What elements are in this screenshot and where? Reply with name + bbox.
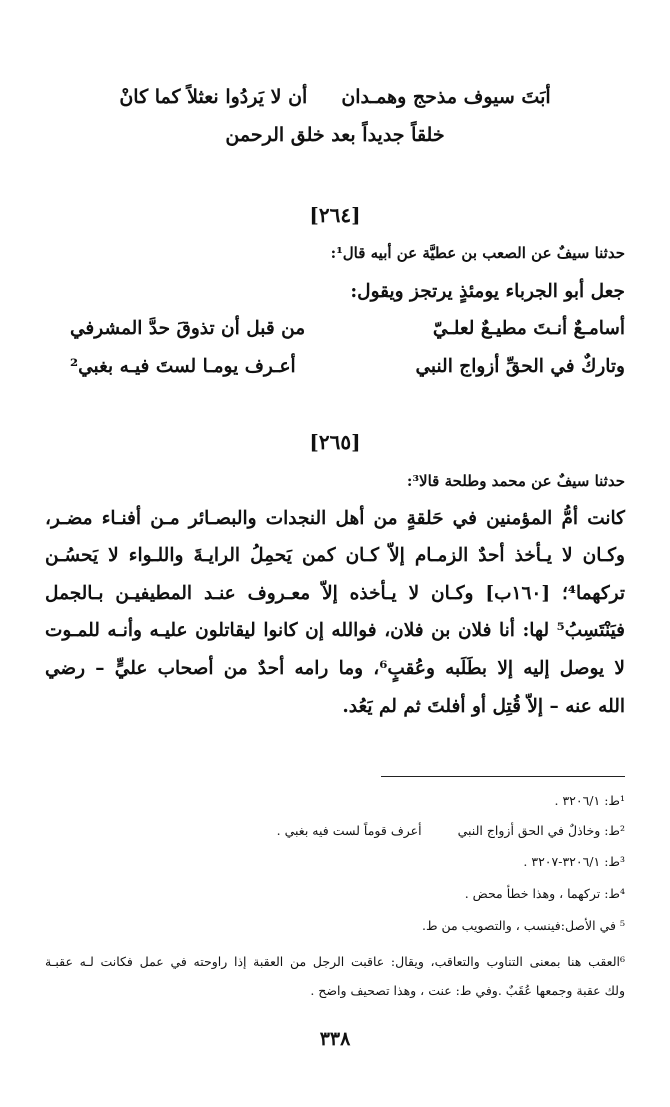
footnote-5: ⁵ في الأصل:فينسب ، والتصويب من ط.	[421, 918, 625, 933]
body-line-6: الله عنه – إلاّ قُتِل أو أفلتَ ثم لم يَعُد.	[342, 696, 625, 717]
footnote-separator	[381, 776, 625, 777]
page-number: ٣٣٨	[319, 1028, 351, 1050]
poem-row-2	[70, 356, 625, 377]
isnad-264: حدثنا سيفٌ عن الصعب بن عطيَّة عن أبيه قال¹:	[330, 244, 625, 262]
poem-row-2-second: أعـرف يومـا لستَ فيـه بغبي²	[70, 356, 296, 377]
poem-row-1-first: أسامـعٌ أنـتَ مطيـعٌ لعلـيّ	[432, 318, 625, 339]
footnote-3: ³ط: ٣٢٠٦/١-٣٢٠٧ .	[523, 854, 625, 869]
footnote-2	[45, 823, 625, 838]
poem-row-1	[70, 318, 625, 339]
verse-line-1	[0, 86, 670, 108]
entry-number-265: [٢٦٥]	[309, 430, 361, 454]
isnad-265: حدثنا سيفٌ عن محمد وطلحة قالا³:	[406, 472, 625, 490]
entry-264-intro: جعل أبو الجرباء يومئذٍ يرتجز ويقول:	[350, 281, 625, 302]
poem-row-1-second: من قبل أن تذوقَ حدَّ المشرفي	[70, 318, 306, 339]
verse-line-1-first-hemistich: أبَتَ سيوف مذحج وهمـدان	[341, 86, 551, 108]
body-line-5: لا يوصل إليه إلا بطَلَبه وعُقبٍ⁶، وما رامه أحدٌ من أصحاب عليٍّ – رضي	[45, 658, 625, 679]
footnote-4: ⁴ط: تركهما ، وهذا خطأ محض .	[464, 886, 625, 901]
body-line-3: تركهما⁴؛ [١٦٠ب] وكـان لا يـأخذه إلاّ معـروف عنـد المطيفيـن بـالجمل	[45, 583, 625, 604]
entry-number-264: [٢٦٤]	[309, 203, 361, 227]
footnote-6-line-1: ⁶العقب هنا بمعنى التناوب والتعاقب، ويقال: عاقبت الرجل من العقبة إذا راوحته في عمل فكانت لـه عقبـة	[45, 954, 625, 969]
body-line-2: وكـان لا يـأخذ أحدٌ الزمـام إلاّ كـان كمن يَحمِلُ الرايـةَ واللـواء لا يَحسُـن	[45, 545, 625, 566]
footnote-1: ¹ط: ٣٢٠٦/١ .	[554, 793, 625, 808]
footnote-6-line-2: ولك عقبة وجمعها عُقَبٌ .وفي ط: عنت ، وهذا تصحيف واضح .	[310, 983, 625, 998]
body-line-4: فيَنْتَسِبُ⁵ لها: أنا فلان بن فلان، فوالله إن كانوا ليقاتلون عليـه وأنـه للمـوت	[45, 620, 625, 641]
body-line-1: كانت أمُّ المؤمنين في حَلقةٍ من أهل النجدات والبصـائر مـن أفنـاء مضـر،	[45, 508, 625, 529]
verse-line-2: خلقاً جديداً بعد خلق الرحمن	[225, 124, 445, 146]
footnote-2-second: أعرف قوماً لست فيه بغبي .	[276, 823, 422, 838]
poem-row-2-first: وتاركٌ في الحقِّ أزواج النبي	[415, 356, 625, 377]
verse-line-1-second-hemistich: أن لا يَردُوا نعثلاً كما كانْ	[119, 86, 308, 108]
footnote-2-first: ²ط: وخاذلٌ في الحق أزواج النبي	[457, 823, 625, 838]
